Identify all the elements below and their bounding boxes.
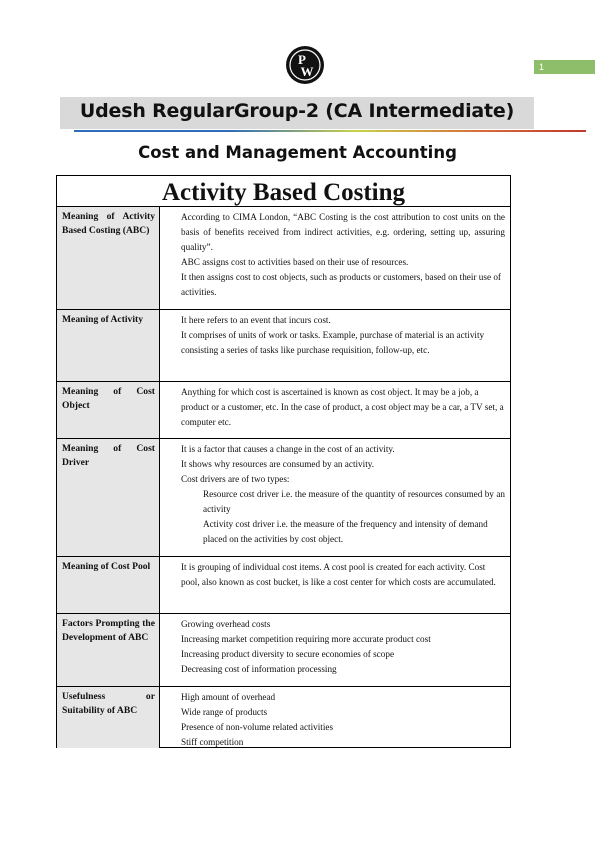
row-text: It then assigns cost to cost objects, such as products or customers, based on their use of activities. (181, 272, 501, 297)
row-label: Meaning of Cost Object (57, 382, 160, 438)
row-content (181, 382, 505, 430)
row-text: It here refers to an event that incurs cost. (181, 315, 331, 325)
row-label: Meaning of Activity (57, 310, 160, 381)
row-label: Usefulness or Suitability of ABC (57, 687, 160, 748)
row-text: Growing overhead costs (181, 619, 271, 629)
row-content (181, 310, 505, 358)
row-label: Meaning of Cost Driver (57, 439, 160, 556)
table-row (57, 556, 510, 613)
row-text: It comprises of units of work or tasks. Example, purchase of material is an activity consisting a series of tasks like purchase requisition, follow-up, etc. (181, 330, 485, 355)
row-text: According to CIMA London, “ABC Costing is the cost attribution to cost units on the basis of benefits received from indirect activities, e.g. ordering, setting up, assuring quality”. (181, 212, 505, 252)
row-text: Presence of non-volume related activities (181, 722, 334, 732)
row-content (181, 207, 505, 300)
table-row (57, 686, 510, 748)
row-content (181, 557, 505, 590)
table-row (57, 613, 510, 686)
row-content (181, 439, 505, 547)
table-row (57, 206, 510, 309)
row-text: Decreasing cost of information processing (181, 664, 337, 674)
table-row (57, 309, 510, 381)
row-text: High amount of overhead (181, 692, 276, 702)
table-row (57, 438, 510, 556)
row-subtext: Resource cost driver i.e. the measure of the quantity of resources consumed by an activity (203, 489, 505, 514)
row-content (181, 687, 505, 750)
row-text: It is a factor that causes a change in the cost of an activity. (181, 444, 395, 454)
svg-text:P: P (298, 52, 306, 67)
row-text: Cost drivers are of two types: (181, 474, 290, 484)
row-label: Meaning of Cost Pool (57, 557, 160, 613)
table-row (57, 381, 510, 438)
row-text: Anything for which cost is ascertained is known as cost object. It may be a job, a product or a customer, etc. In the case of product, a cost object may be a car, a TV set, a computer etc. (181, 387, 504, 427)
subject-heading: Cost and Management Accounting (138, 143, 457, 162)
row-content (181, 614, 505, 677)
document-title: Udesh RegularGroup-2 (CA Intermediate) (79, 100, 515, 122)
row-text: It shows why resources are consumed by an activity. (181, 459, 375, 469)
row-text: Wide range of products (181, 707, 268, 717)
row-label: Factors Prompting the Development of ABC (57, 614, 160, 686)
row-text: Increasing product diversity to secure economies of scope (181, 649, 395, 659)
row-text: ABC assigns cost to activities based on their use of resources. (181, 257, 409, 267)
page-number: 1 (534, 60, 595, 74)
table-title: Activity Based Costing (161, 179, 406, 206)
row-text: It is grouping of individual cost items. A cost pool is created for each activity. Cost pool, also known as cost bucket, is like a cost center for which costs are accumulated. (181, 562, 496, 587)
abc-summary-table (56, 175, 511, 748)
row-subtext: Activity cost driver i.e. the measure of the frequency and intensity of demand placed on the activities by cost object. (203, 519, 488, 544)
row-text: Increasing market competition requiring more accurate product cost (181, 634, 431, 644)
header-divider (74, 130, 586, 132)
header-band (60, 97, 534, 129)
svg-text:W: W (300, 64, 314, 79)
row-text: Stiff competition (181, 737, 244, 747)
pw-logo-icon (285, 45, 325, 85)
row-label: Meaning of Activity Based Costing (ABC) (57, 207, 160, 309)
